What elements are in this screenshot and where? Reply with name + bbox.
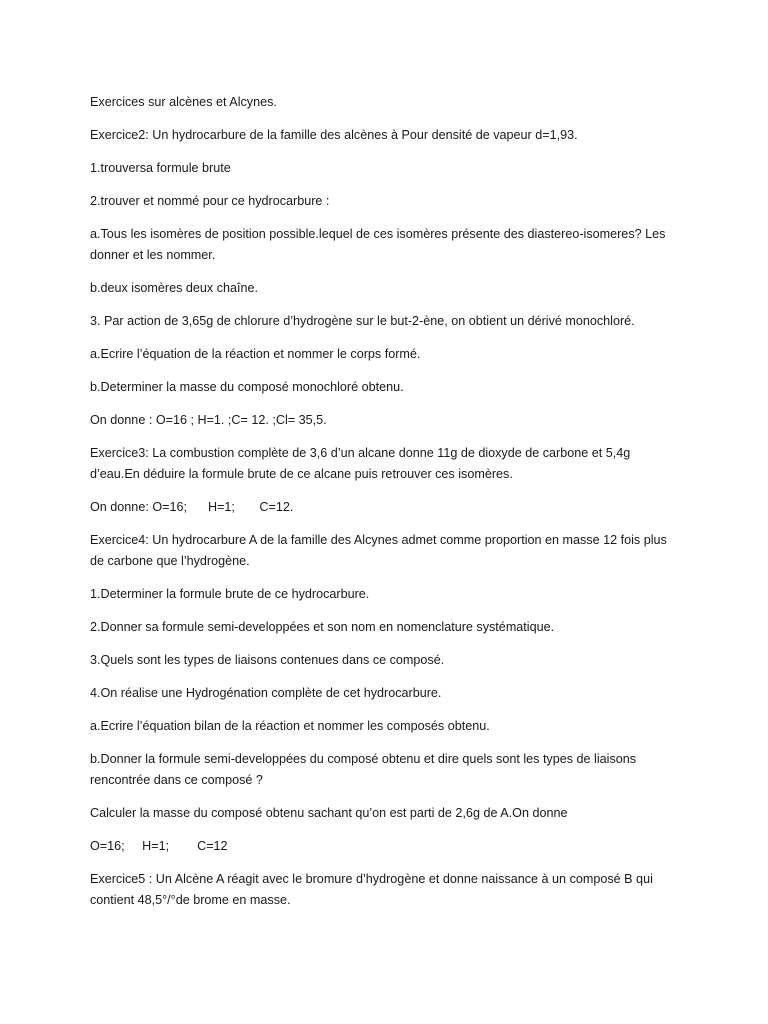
exercise-4-given-data: O=16; H=1; C=12 [90,839,228,853]
exercise-2-question-3a: a.Ecrire l’équation de la réaction et nommer le corps formé. [90,347,421,361]
exercise-2-question-3b: b.Determiner la masse du composé monochloré obtenu. [90,380,404,394]
exercise-4-question-3: 3.Quels sont les types de liaisons contenues dans ce composé. [90,653,445,667]
document-body [90,92,680,923]
exercise-2-question-2b: b.deux isomères deux chaîne. [90,281,259,295]
exercise-4-statement: Exercice4: Un hydrocarbure A de la famille des Alcynes admet comme proportion en masse 12 fois plus de carbone que l’hydrogène. [90,533,667,568]
exercise-5-statement: Exercice5 : Un Alcène A réagit avec le bromure d’hydrogène et donne naissance à un composé B qui contient 48,5°/°de brome en masse. [90,872,653,907]
exercise-2-question-2: 2.trouver et nommé pour ce hydrocarbure : [90,194,330,208]
exercise-2-question-2a: a.Tous les isomères de position possible.lequel de ces isomères présente des diastereo-isomeres? Les donner et les nommer. [90,227,666,262]
exercise-4-question-4: 4.On réalise une Hydrogénation complète de cet hydrocarbure. [90,686,442,700]
exercise-4-question-2: 2.Donner sa formule semi-developpées et son nom en nomenclature systématique. [90,620,555,634]
exercise-3-statement: Exercice3: La combustion complète de 3,6 d’un alcane donne 11g de dioxyde de carbone et 5,4g d’eau.En déduire la formule brute de ce alcane puis retrouver ces isomères. [90,446,631,481]
document-title: Exercices sur alcènes et Alcynes. [90,95,277,109]
exercise-3-given-data: On donne: O=16; H=1; C=12. [90,500,294,514]
exercise-2-question-3: 3. Par action de 3,65g de chlorure d’hydrogène sur le but-2-ène, on obtient un dérivé monochloré. [90,314,635,328]
exercise-4-question-4b: b.Donner la formule semi-developpées du composé obtenu et dire quels sont les types de liaisons rencontrée dans ce composé ? [90,752,637,787]
exercise-4-question-4a: a.Ecrire l’équation bilan de la réaction et nommer les composés obtenu. [90,719,490,733]
exercise-2-given-data: On donne : O=16 ; H=1. ;C= 12. ;Cl= 35,5. [90,413,327,427]
exercise-2-question-1: 1.trouversa formule brute [90,161,231,175]
exercise-4-mass-question: Calculer la masse du composé obtenu sachant qu’on est parti de 2,6g de A.On donne [90,806,568,820]
exercise-4-question-1: 1.Determiner la formule brute de ce hydrocarbure. [90,587,370,601]
exercise-2-statement: Exercice2: Un hydrocarbure de la famille des alcènes à Pour densité de vapeur d=1,93. [90,128,578,142]
